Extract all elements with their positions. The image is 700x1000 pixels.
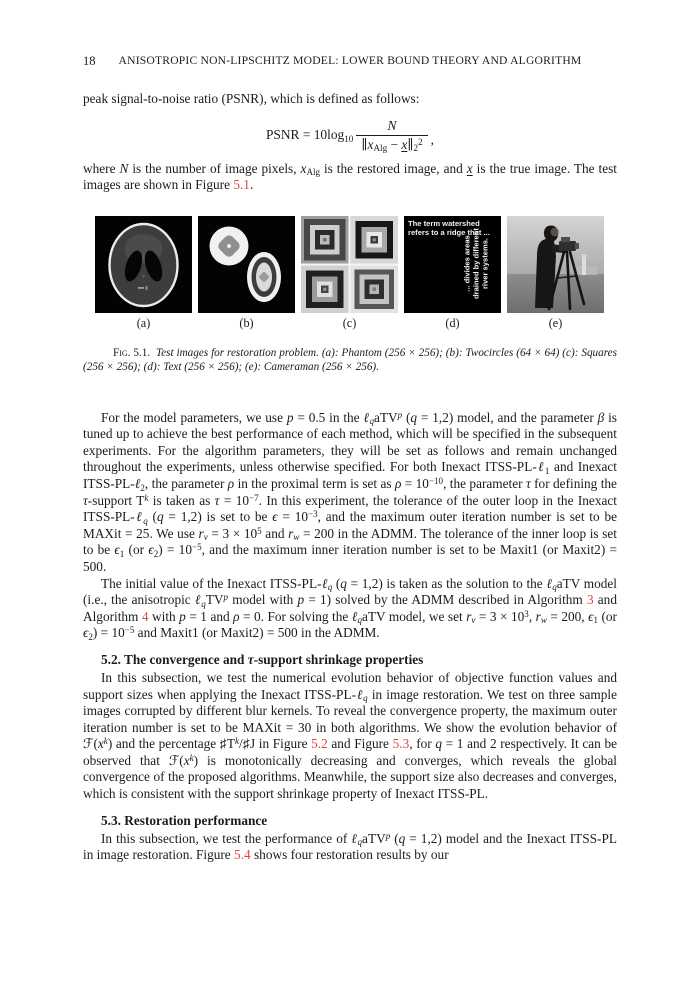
paragraph-restoration: In this subsection, we test the performance of ℓqaTV$^p$ (q = 1,2) model and the Inexact ITSS-PL in image restoration. Figure 5.4 shows four restoration results by our — [83, 830, 617, 863]
ref-link[interactable]: 5.4 — [234, 847, 251, 863]
text-image-vertical-line: ... divides areas — [462, 235, 472, 292]
squares-graphic — [301, 216, 398, 313]
ref-link[interactable]: 4 — [141, 608, 149, 624]
squares-quadrant-tr — [351, 216, 399, 264]
where-paragraph: where N is the number of image pixels, xAlg is the restored image, and x is the true image. The test images are shown in Figure 5.1. — [83, 160, 617, 193]
running-head-title: ANISOTROPIC NON-LIPSCHITZ MODEL: LOWER BOUND THEORY AND ALGORITHM — [118, 54, 582, 67]
text-image-vertical-text — [463, 227, 490, 299]
paragraph-initial-value: The initial value of the Inexact ITSS-PL-ℓq (q = 1,2) is taken as the solution to the ℓqaTV model (i.e., the anisotropic ℓqTV$^p$ model with p = 1) solved by the ADMM described in Algorithm 3 and Algorithm 4 with p = 1 and ρ = 0. For solving the ℓqaTV model, we set rv = $3 \times 10^3$, rw = 200, ϵ1 (or $\epsilon 2) = 10^{-5}$ and Maxit1 (or Maxit2) = 500 in the ADMM. — [83, 575, 617, 642]
ref-link[interactable]: 5.1 — [233, 177, 250, 193]
test-image-phantom — [95, 216, 192, 313]
section-heading-5-2: 5.2. The convergence and τ-support shrinkage properties — [101, 651, 424, 667]
test-image-squares — [301, 216, 398, 313]
test-image-cameraman — [507, 216, 604, 313]
ref-link[interactable]: 5.2 — [311, 736, 328, 752]
paragraph-convergence: In this subsection, we test the numerical evolution behavior of objective function values and support sizes when applying the Inexact ITSS-PL-ℓq in image restoration. We test on three sample images corrupted by different blur kernels. To reveal the convergence property, the maximum outer iteration number is set to be MAXit = 30 in both algorithms. We show the evolution behavior of $ℱ(x^k)$ and the percentage $♯T^k/♯J$ in Figure 5.2 and Figure 5.3, for q = 1 and 2 respectively. It can be observed that $ℱ(x^k)$ is monotonically decreasing and converges, which reveals the global convergence of the proposed algorithms. Meanwhile, the support size also decreases and converges, which is consistent with the support shrinkage property of Inexact ITSS-PL. — [83, 669, 617, 802]
formula-fraction — [356, 118, 427, 153]
psnr-formula — [83, 118, 617, 153]
ref-link[interactable]: 5.3 — [392, 736, 410, 752]
figure-label-e: (e) — [548, 315, 563, 330]
phantom-graphic — [95, 216, 192, 313]
text-image-vertical-line: river systems. — [480, 237, 490, 289]
formula-lhs: PSNR = 10log10 — [265, 127, 354, 144]
page-number: 18 — [83, 54, 96, 68]
squares-quadrant-br — [351, 265, 399, 313]
figure-labels — [95, 316, 605, 331]
figure-5-1 — [95, 216, 605, 313]
fraction-denominator: ∥xAlg − $x\parallel 2^2$ — [356, 135, 427, 153]
text-image-headline-line: refers to a ridge that ... — [408, 227, 490, 237]
formula-trailing-comma: , — [430, 132, 435, 148]
text-image-headline-line: The term watershed — [408, 218, 480, 228]
squares-quadrant-bl — [301, 265, 349, 313]
page-content — [83, 0, 617, 864]
test-image-twocircles — [198, 216, 295, 313]
ref-link[interactable]: 3 — [586, 592, 594, 608]
fraction-numerator: N — [387, 117, 397, 133]
paragraph-model-parameters: For the model parameters, we use p = 0.5 in the ℓqaTV$^p$ (q = 1,2) model, and the parameter β is tuned up to achieve the best performance of each method, which will be specified in the subsequent experiments. For the algorithm parameters, they will be set as follows and remain unchanged throughout the experiments, unless otherwise specified. For both Inexact ITSS-PL-ℓ1 and Inexact ITSS-PL-ℓ2, the parameter ρ in the proximal term is set as $\rho = 10^{-10}$, the parameter τ for defining the τ-support $T^k$ is taken as $\tau = 10^{-7}$. In this experiment, the tolerance of the outer loop in the Inexact ITSS-PL-ℓq (q = 1,2) is set to be $\epsilon = 10^{-3}$, and the maximum outer iteration number is set to be MAXit = 25. We use rv = $3 \times 10^5$ and rw = 200 in the ADMM. The tolerance of the inner loop is set to be ϵ1 (or $\epsilon 2) = 10^{-5}$, and the maximum inner iteration number is set to be Maxit1 (or Maxit2) = 500. — [83, 409, 618, 574]
intro-paragraph: peak signal-to-noise ratio (PSNR), which is defined as follows: — [83, 91, 420, 106]
figure-label-c: (c) — [342, 315, 357, 330]
figure-label-b: (b) — [239, 315, 254, 330]
figure-label-a: (a) — [136, 315, 151, 330]
figure-caption: Fig. 5.1. Test images for restoration problem. (a): Phantom (256 × 256); (b): Twocircles (64 × 64) (c): Squares (256 × 256); (d): Text (256 × 256); (e): Cameraman (256 × 256). — [83, 346, 617, 374]
cameraman-graphic — [507, 216, 604, 313]
figure-label-d: (d) — [445, 315, 460, 330]
squares-quadrant-tl — [301, 216, 349, 264]
running-head — [83, 54, 617, 70]
test-image-text — [404, 216, 501, 313]
section-heading-5-3: 5.3. Restoration performance — [101, 812, 268, 828]
twocircles-graphic — [198, 216, 295, 313]
text-image-vertical-line: drained by different — [471, 227, 481, 299]
